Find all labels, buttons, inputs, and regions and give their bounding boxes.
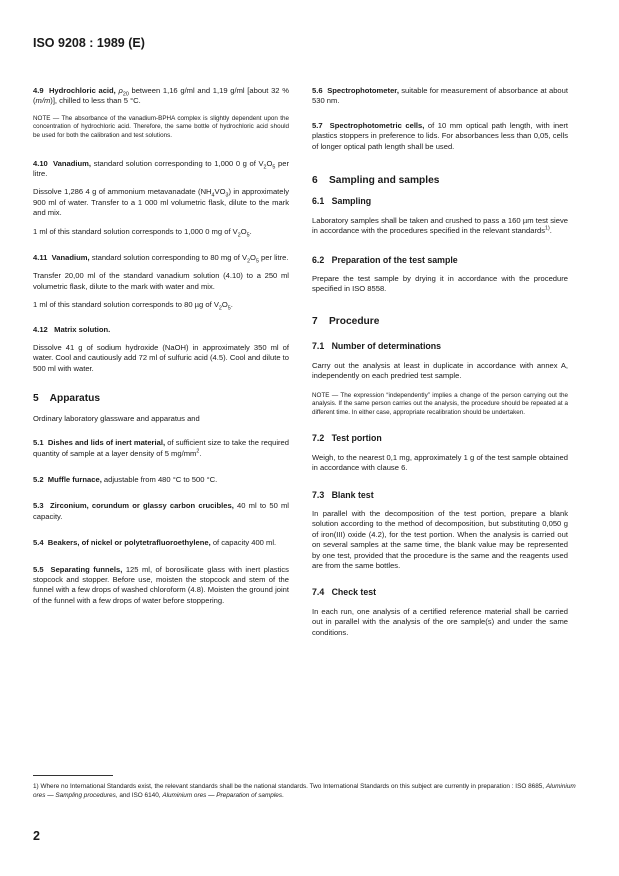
right-column [312, 86, 568, 638]
section-5-1: 5.1 Dishes and lids of inert material, of sufficient size to take the required quantity of sample at a layer density of 5 $mg/mm^2$. [33, 438, 289, 458]
section-4-10-para-1: Dissolve 1,286 4 g of ammonium metavanadate $(NH_4VO_3)$ in approximately 900 ml of water. Transfer to a 1 000 ml volumetric flask, dilute to the mark and mix. [33, 187, 289, 218]
section-6-2-heading: 6.2 Preparation of the test sample [312, 254, 458, 265]
section-5-heading: 5 Apparatus [33, 393, 101, 405]
section-5-7: 5.7 Spectrophotometric cells, of 10 mm optical path length, with inert plastics stoppers in preference to lids. For absorbances less than 0,05, cells of longer optical path length shall be used. [312, 120, 568, 151]
section-6-2-para: Prepare the test sample by drying it in accordance with the procedure specified in ISO 8558. [312, 274, 568, 294]
section-6-1-heading: 6.1 Sampling [312, 196, 372, 207]
section-4-10-para-2: 1 ml of this standard solution corresponds to 1,000 0 mg of $V_2O_5$. [33, 226, 252, 239]
section-7-heading: 7 Procedure [312, 315, 380, 327]
left-column [33, 86, 289, 606]
section-4-11-para-2: 1 ml of this standard solution corresponds to 80 µg of $V_2O_5$. [33, 300, 233, 312]
section-7-4-heading: 7.4 Check test [312, 587, 377, 598]
page-number: 2 [33, 829, 40, 843]
section-5-5: 5.5 Separating funnels, 125 ml, of borosilicate glass with inert plastics stopcock and stopper. Before use, moisten the stopcock and stem of the funnel with a few drops of washed chloroform (4.8). Moisten the ground joint of the funnel with a few drops of water before stoppering. [33, 564, 289, 605]
section-7-3-heading: 7.3 Blank test [312, 489, 374, 500]
footnote: 1) Where no International Standards exist, the relevant standards shall be the national standards. Two International Standards on this subject are currently in preparation : ISO 8685, Aluminium ores — Sampling procedures, and ISO 6140, Aluminium ores — Preparation of samples. [33, 783, 576, 799]
section-4-12-heading: 4.12 Matrix solution. [33, 324, 111, 334]
section-7-1-heading: 7.1 Number of determinations [312, 341, 442, 352]
section-7-3-para: In parallel with the decomposition of the test portion, prepare a blank solution according to the method of decomposition, but substituting 0,050 g of iron(III) oxide (4.2), for the test portion. When the analysis is carried out on several samples at the same time, the blank value may be represented by one test, provided that the procedure is the same and the reagents used are from the same bottles. [312, 508, 568, 570]
section-5-6: 5.6 Spectrophotometer, suitable for measurement of absorbance at about 530 nm. [312, 86, 568, 106]
section-4-12-para: Dissolve 41 g of sodium hydroxide (NaOH) in approximately 350 ml of water. Cool and cautiously add 72 ml of sulfuric acid (4.5). Cool and dilute to 500 ml with water. [33, 343, 289, 373]
document-header: ISO 9208 : 1989 (E) [33, 36, 145, 50]
section-6-1-para: Laboratory samples shall be taken and crushed to pass a 160 µm test sieve in accordance with the procedures specified in the relevant standards$^{1)}$. [312, 215, 568, 236]
section-4-11-heading: 4.11 Vanadium, standard solution corresponding to 80 mg of $V_2O_5$ per litre. [33, 253, 289, 265]
section-7-2-heading: 7.2 Test portion [312, 433, 382, 444]
section-5-2: 5.2 Muffle furnace, adjustable from 480 °C to 500 °C. [33, 474, 218, 484]
note-7-1: NOTE — The expression “independently” implies a change of the person carrying out the analysis. If the same person carries out the analysis, the procedure should be repeated at a different time. In either case, appropriate recalibration should be undertaken. [312, 391, 568, 416]
section-5-3: 5.3 Zirconium, corundum or glassy carbon crucibles, 40 ml to 50 ml capacity. [33, 501, 289, 521]
section-6-heading: 6 Sampling and samples [312, 175, 440, 187]
section-4-10-heading: 4.10 Vanadium, standard solution corresponding to 1,000 0 g of $V_2O_5$ per litre. [33, 158, 289, 178]
section-7-1-para: Carry out the analysis at least in duplicate in accordance with annex A, independently on each predried test sample. [312, 360, 568, 381]
section-4-11-para-1: Transfer 20,00 ml of the standard vanadium solution (4.10) to a 250 ml volumetric flask, dilute to the mark with water and mix. [33, 271, 289, 291]
footnote-divider [33, 775, 113, 776]
section-7-2-para: Weigh, to the nearest 0,1 mg, approximately 1 g of the test sample obtained in accordance with clause 6. [312, 452, 568, 473]
note-4-9: NOTE — The absorbance of the vanadium-BPHA complex is slightly dependent upon the concentration of hydrochloric acid. Therefore, the same bottle of hydrochloric acid should be used for both the calibration and test solutions. [33, 114, 289, 139]
section-4-9: 4.9 Hydrochloric acid, $\rho_{20}$ between 1,16 g/ml and 1,19 g/ml [about 32 % (m/m)], chilled to less than 5 °C. [33, 86, 289, 106]
section-5-4: 5.4 Beakers, of nickel or polytetrafluoroethylene, of capacity 400 ml. [33, 538, 277, 548]
section-5-intro: Ordinary laboratory glassware and apparatus and [33, 413, 200, 423]
section-7-4-para: In each run, one analysis of a certified reference material shall be carried out in parallel with the analysis of the ore sample(s) and under the same conditions. [312, 606, 568, 637]
